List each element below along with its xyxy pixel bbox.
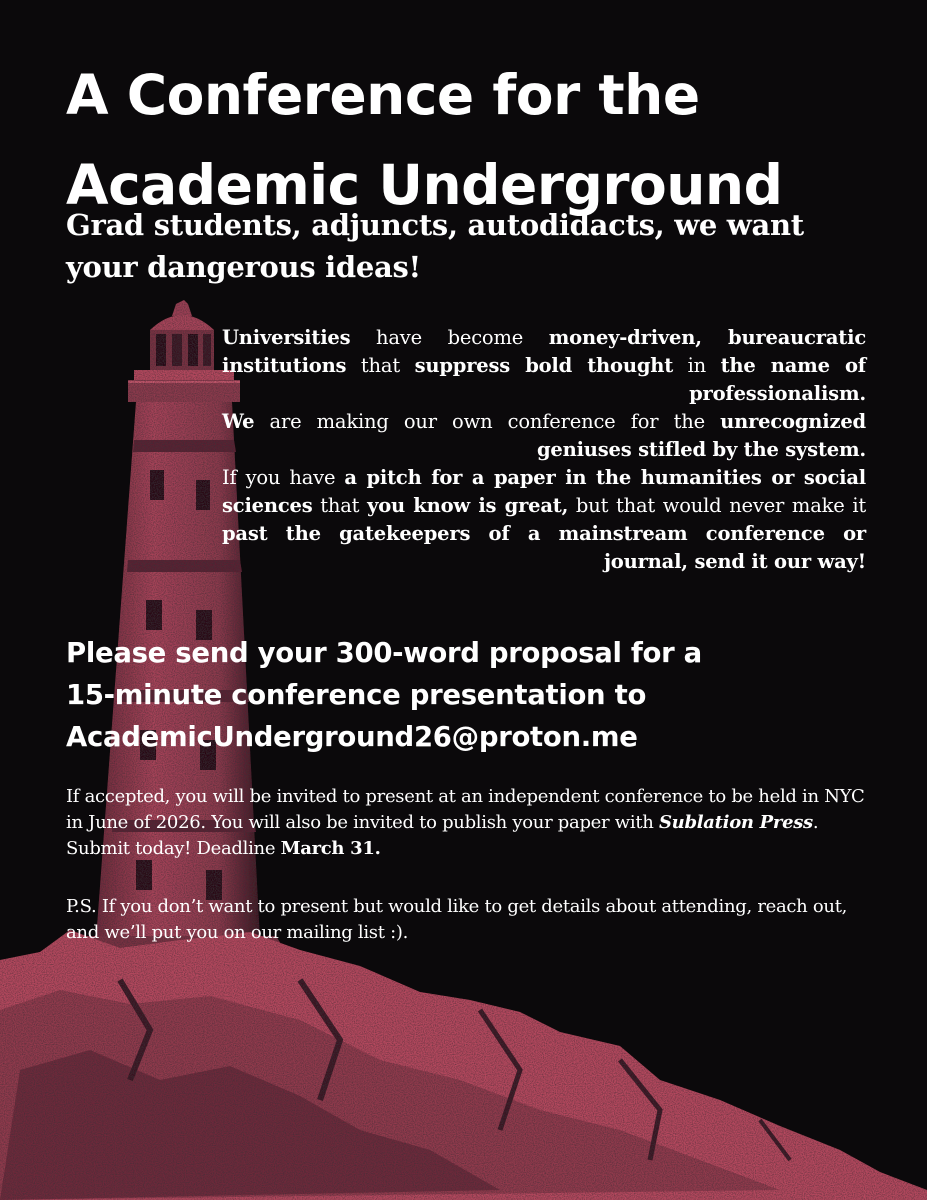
manifesto-paragraph-2	[222, 408, 866, 464]
emphasis: We	[222, 410, 255, 433]
contact-email[interactable]: AcademicUnderground26@proton.me	[66, 721, 638, 753]
emphasis: money-driven, bureaucratic institutions	[222, 326, 866, 377]
emphasis: unrecognized geniuses stifled by the system.	[536, 410, 866, 461]
text-run: . Submit today! Deadline	[66, 812, 819, 859]
emphasis: the name of professionalism.	[689, 354, 866, 405]
text-run: are making our own conference for the	[254, 410, 721, 433]
emphasis: a pitch for a paper in the humanities or social sciences	[222, 466, 866, 517]
text-run: have become	[350, 326, 549, 349]
emphasis: Universities	[222, 326, 351, 349]
text-run: If accepted, you will be invited to present at an independent conference to be held in NYC in June of 2026. You will also be invited to publish your paper with	[66, 786, 865, 833]
poster-title	[66, 50, 886, 230]
call-for-proposals	[66, 632, 886, 758]
publisher-name: Sublation Press	[658, 812, 813, 833]
cta-line-1: Please send your 300-word proposal for a	[66, 637, 702, 669]
acceptance-details	[66, 784, 866, 862]
text-run: If you have	[222, 466, 345, 489]
text-run: that	[312, 494, 368, 517]
text-run: in	[673, 354, 721, 377]
title-line-1: A Conference for the	[66, 63, 700, 127]
text-run: that	[346, 354, 415, 377]
emphasis: suppress bold thought	[414, 354, 674, 377]
manifesto	[222, 324, 866, 576]
postscript: P.S. If you don’t want to present but would like to get details about attending, reach out, and we’ll put you on our mailing list :).	[66, 896, 848, 943]
poster-subtitle: Grad students, adjuncts, autodidacts, we want your dangerous ideas!	[66, 208, 804, 284]
manifesto-paragraph-3	[222, 464, 866, 576]
deadline: March 31.	[280, 838, 381, 859]
cta-line-2: 15-minute conference presentation to	[66, 679, 647, 711]
emphasis: you know is great,	[367, 494, 569, 517]
manifesto-paragraph-1	[222, 324, 866, 408]
text-run: but that would never make it	[568, 494, 866, 517]
title-line-2: Academic Underground	[66, 153, 783, 217]
emphasis: past the gatekeepers of a mainstream conference or journal, send it our way!	[222, 522, 866, 573]
